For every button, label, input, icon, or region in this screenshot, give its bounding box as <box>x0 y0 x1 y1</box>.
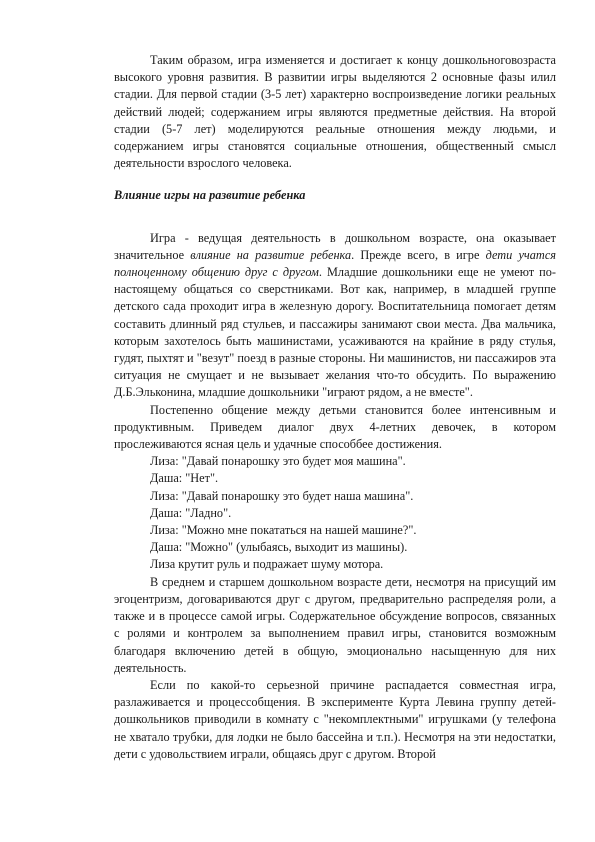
text-run: . Прежде всего, в игре <box>351 247 486 262</box>
dialog-line: Лиза: "Давай понарошку это будет наша машина". <box>150 488 414 503</box>
paragraph-summary: Таким образом, игра изменяется и достигает к концу дошкольноговозраста высокого уровня развития. В развитии игры выделяются 2 основные фазы илил стадии. Для первой стадии (3-5 лет) характерно воспроизведение логики реальных действий людей; содержанием игры являются предметные действия. На второй стадии (5-7 лет) моделируются реальные отношения между людьми, и содержанием игры становятся социальные отношения, общественный смысл деятельности взрослого человека. <box>114 53 556 171</box>
dialog-line: Лиза: "Можно мне покататься на нашей машине?". <box>150 523 417 538</box>
emphasis-influence: влияние на развитие ребенка <box>190 247 352 262</box>
document-page <box>114 52 556 763</box>
section-heading: Влияние игры на развитие ребенка <box>114 188 306 203</box>
text-run: Игра - ведущая деятельность в дошкольном возрасте, она оказывает значительное <box>114 230 556 262</box>
dialog-line: Даша: "Ладно". <box>150 505 232 520</box>
paragraph-play-influence <box>114 230 556 402</box>
paragraph-older-preschool: В среднем и старшем дошкольном возрасте дети, несмотря на присущий им эгоцентризм, договариваются друг с другом, предварительно распределяя роли, а также и в процессе самой игры. Содержательное обсуждение вопросов, связанных с ролями и контролем за выполнением правил игры, становится возможным благодаря включению детей в общую, эмоционально насыщенную для них деятельность. <box>114 574 556 675</box>
paragraph-lewin-experiment: Если по какой-то серьезной причине распадается совместная игра, разлаживается и процессобщения. В эксперименте Курта Левина группу детей-дошкольников приводили в комнату с "некомплектными" игрушками (у телефона не хватало трубки, для лодки не было бассейна и т.п.). Несмотря на эти недостатки, дети с удовольствием играли, общаясь друг с другом. Второй <box>114 677 556 761</box>
emphasis-communication: дети учатся полноценному общению друг с другом <box>114 247 556 280</box>
dialog-line: Лиза крутит руль и подражает шуму мотора. <box>150 557 384 572</box>
dialog-line: Даша: "Можно" (улыбаясь, выходит из машины). <box>150 540 408 555</box>
paragraph-communication: Постепенно общение между детьми становится более интенсивным и продуктивным. Приведем диалог двух 4-летних девочек, в котором прослеживаются ясная цель и удачные способбее достижения. <box>114 402 556 452</box>
dialog-line: Даша: "Нет". <box>150 471 219 486</box>
text-run: . Младшие дошкольники еще не умеют по-настоящему общаться со сверстниками. Вот как, например, в младшей группе детского сада проходит игра в железную дорогу. Воспитательница помогает детям составить длинный ряд стульев, и пассажиры занимают свои места. Два мальчика, которым захотелось быть машинистами, усаживаются на крайние в ряду стулья, гудят, пыхтят и "везут" поезд в разные стороны. Ни машинистов, ни пассажиров эта ситуация не смущает и не вызывает желания что-то обсудить. По выражению Д.Б.Эльконина, младшие дошкольники "играют рядом, а не вместе". <box>114 265 557 400</box>
dialog-line: Лиза: "Давай понарошку это будет моя машина". <box>150 454 406 469</box>
